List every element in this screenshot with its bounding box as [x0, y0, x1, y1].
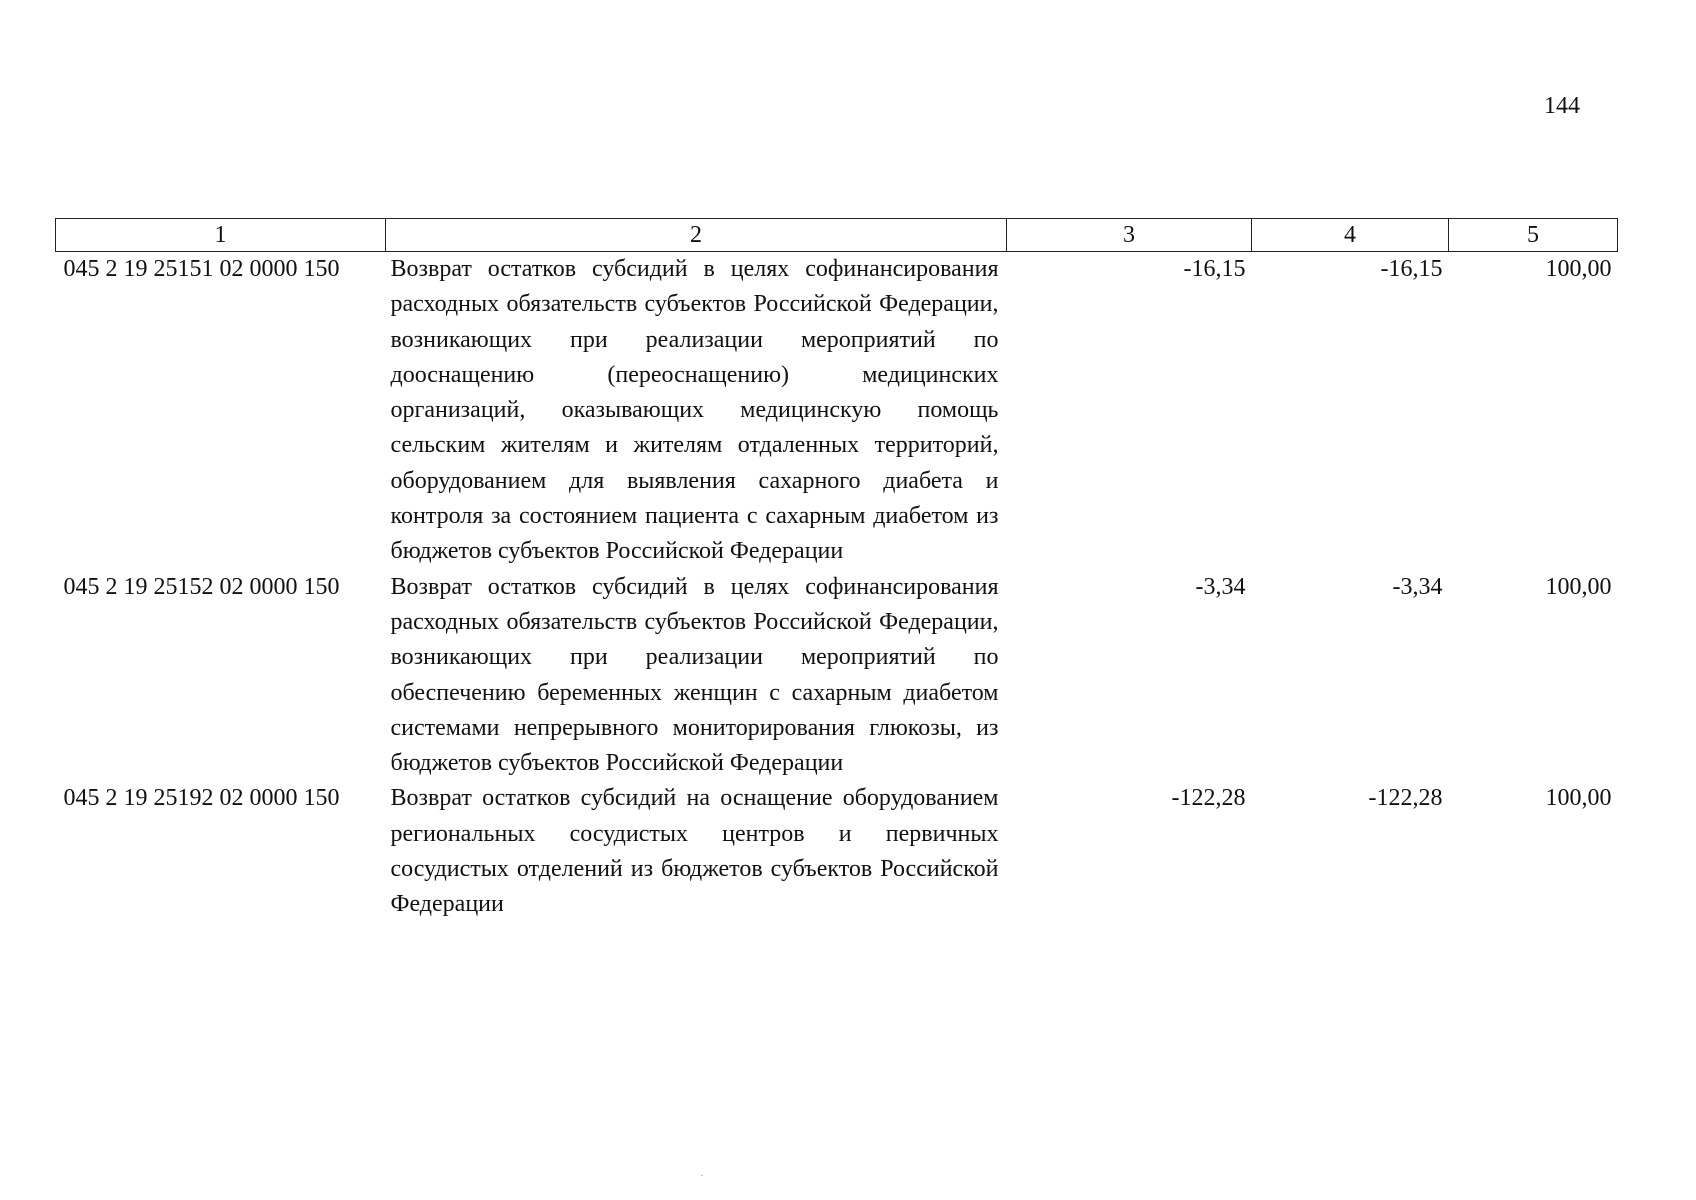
budget-code: 045 2 19 25151 02 0000 150 — [63, 256, 340, 282]
table-body — [56, 252, 1618, 923]
col4-value: -3,34 — [1392, 573, 1443, 600]
col4-value: -16,15 — [1380, 256, 1443, 282]
header-row — [56, 219, 1618, 252]
col5-percent: 100,00 — [1545, 573, 1612, 600]
row-description: Возврат остатков субсидий в целях софинансирования расходных обязательств субъектов Российской Федерации, возникающих при реализации мероприятий по дооснащению (переоснащению) медицинских организаций, оказывающих медицинскую помощь сельским жителям и жителям отдаленных территорий, оборудованием для выявления сахарного диабета и контроля за состоянием пациента с сахарным диабетом из бюджетов субъектов Российской Федерации — [390, 256, 999, 565]
table-row — [56, 570, 1618, 782]
table-row — [56, 252, 1618, 570]
budget-table — [55, 218, 1618, 923]
header-col-5: 5 — [1449, 219, 1618, 252]
col3-value: -3,34 — [1195, 573, 1246, 600]
page-number: 144 — [1544, 93, 1580, 119]
row-description: Возврат остатков субсидий в целях софинансирования расходных обязательств субъектов Российской Федерации, возникающих при реализации мероприятий по обеспечению беременных женщин с сахарным диабетом системами непрерывного мониторирования глюкозы, из бюджетов субъектов Российской Федерации — [390, 573, 999, 777]
scan-speck: · — [700, 1168, 704, 1182]
col4-value: -122,28 — [1368, 785, 1443, 812]
header-col-2: 2 — [386, 219, 1007, 252]
header-col-4: 4 — [1252, 219, 1449, 252]
table-row — [56, 781, 1618, 922]
budget-code: 045 2 19 25192 02 0000 150 — [63, 785, 340, 812]
col5-percent: 100,00 — [1545, 256, 1612, 282]
col5-percent: 100,00 — [1545, 785, 1612, 812]
row-description: Возврат остатков субсидий на оснащение оборудованием региональных сосудистых центров и первичных сосудистых отделений из бюджетов субъектов Российской Федерации — [390, 785, 999, 918]
col3-value: -122,28 — [1171, 785, 1246, 812]
budget-code: 045 2 19 25152 02 0000 150 — [63, 573, 340, 600]
col3-value: -16,15 — [1183, 256, 1246, 282]
header-col-3: 3 — [1007, 219, 1252, 252]
header-col-1: 1 — [56, 219, 386, 252]
table-header — [56, 219, 1618, 252]
